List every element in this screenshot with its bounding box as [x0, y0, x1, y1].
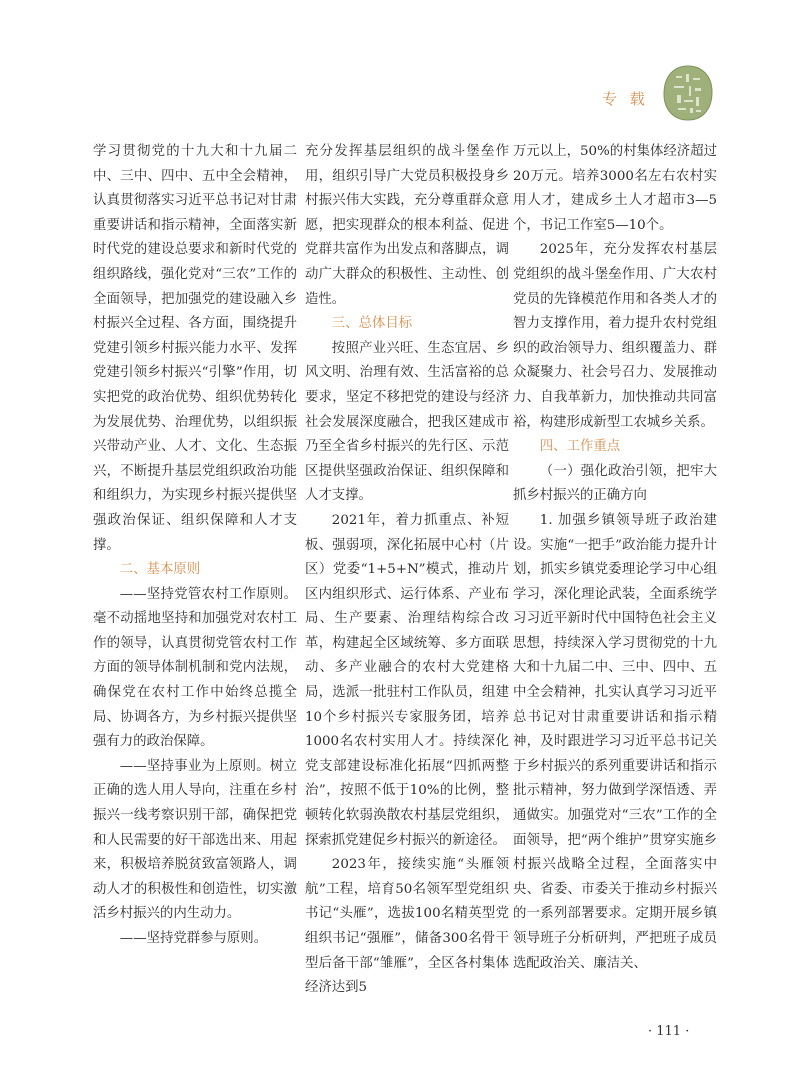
text-column-2	[305, 140, 509, 1001]
paragraph: 充分发挥基层组织的战斗堡垒作用，组织引导广大党员积极投身乡村振兴伟大实践，充分尊重群众意愿，把实现群众的根本利益、促进党群共富作为出发点和落脚点，调动广大群众的积极性、主动性、创造性。	[305, 144, 509, 307]
paragraph: 按照产业兴旺、生态宜居、乡风文明、治理有效、生活富裕的总要求，坚定不移把党的建设与经济社会发展深度融合，把我区建成市乃至全省乡村振兴的先行区、示范区提供坚强政治保证、组织保障和人才支撑。	[305, 340, 509, 504]
paragraph: （一）强化政治引领，把牢大抓乡村振兴的正确方向	[513, 463, 717, 504]
paragraph: 1. 加强乡镇领导班子政治建设。实施“一把手”政治能力提升计划，抓实乡镇党委理论学习中心组学习，深化理论武装，全面系统学习习近平新时代中国特色社会主义思想，持续深入学习贯彻党的十九大和十九届二中、三中、四中、五中全会精神，扎实认真学习习近平总书记对甘肃重要讲话和指示精神，及时跟进学习习近平总书记关于乡村振兴的系列重要讲话和指示批示精神，努力做到学深悟透、弄通做实。加强党对“三农”工作的全面领导，把“两个维护”贯穿实施乡村振兴战略全过程，全面落实中央、省委、市委关于推动乡村振兴的一系列部署要求。定期开展乡镇领导班子分析研判，严把班子成员选配政治关、廉洁关、	[513, 512, 717, 971]
paragraph: 万元以上，50%的村集体经济超过20万元。培养3000名左右农村实用人才，建成乡土人才超市3—5个，书记工作室5—10个。	[513, 144, 717, 233]
paragraph: 2025年，充分发挥农村基层党组织的战斗堡垒作用、广大农村党员的先锋模范作用和各类人才的智力支撑作用，着力提升农村党组织的政治领导力、组织覆盖力、群众凝聚力、社会号召力、发展推动力、自我革新力，加快推动共同富裕，构建形成新型工农城乡关系。	[513, 242, 717, 430]
text-column-1	[93, 140, 297, 952]
text-column-3	[513, 140, 717, 976]
section-heading: 四、工作重点	[539, 439, 621, 455]
paragraph: 学习贯彻党的十九大和十九届二中、三中、四中、五中全会精神，认真贯彻落实习近平总书记对甘肃重要讲话和指示精神，全面落实新时代党的建设总要求和新时代党的组织路线，强化党对“三农”工作的全面领导，把加强党的建设融入乡村振兴全过程、各方面，围绕提升党建引领乡村振兴能力水平、发挥党建引领乡村振兴“引擎”作用，切实把党的政治优势、组织优势转化为发展优势、治理优势，以组织振兴带动产业、人才、文化、生态振兴，不断提升基层党组织政治功能和组织力，为实现乡村振兴提供坚强政治保证、组织保障和人才支撑。	[93, 144, 297, 553]
seal-stamp-icon	[662, 64, 714, 122]
section-label: 专 载	[602, 90, 649, 108]
paragraph: ——坚持党群参与原则。	[119, 931, 268, 946]
paragraph: ——坚持事业为上原则。树立正确的选人用人导向，注重在乡村振兴一线考察识别干部，确保把党和人民需要的好干部选出来、用起来，积极培养脱贫致富领路人，调动人才的积极性和创造性，切实激活乡村振兴的内生动力。	[93, 758, 297, 922]
paragraph: ——坚持党管农村工作原则。毫不动摇地坚持和加强党对农村工作的领导，认真贯彻党管农村工作方面的领导体制机制和党内法规，确保党在农村工作中始终总揽全局、协调各方，为乡村振兴提供坚强有力的政治保障。	[93, 586, 297, 750]
section-heading: 三、总体目标	[331, 316, 413, 332]
page-number: · 111 ·	[648, 1024, 690, 1039]
paragraph: 2021年，着力抓重点、补短板、强弱项，深化拓展中心村（片区）党委“1+5+N”模式，推动片区内组织形式、运行体系、产业布局、生产要素、治理结构综合改革，构建起全区域统筹、多方面联动、多产业融合的农村大党建格局，选派一批驻村工作队员，组建10个乡村振兴专家服务团，培养1000名农村实用人才。持续深化党支部建设标准化拓展“四抓两整治”，按照不低于10%的比例，整顿转化软弱涣散农村基层党组织，探索抓党建促乡村振兴的新途径。	[305, 512, 509, 848]
paragraph: 2023年，接续实施“头雁领航”工程，培育50名领军型党组织书记“头雁”，选拔100名精英型党组织书记“强雁”，储备300名骨干型后备干部“雏雁”，全区各村集体经济达到5	[305, 857, 509, 996]
section-heading: 二、基本原则	[119, 562, 201, 578]
